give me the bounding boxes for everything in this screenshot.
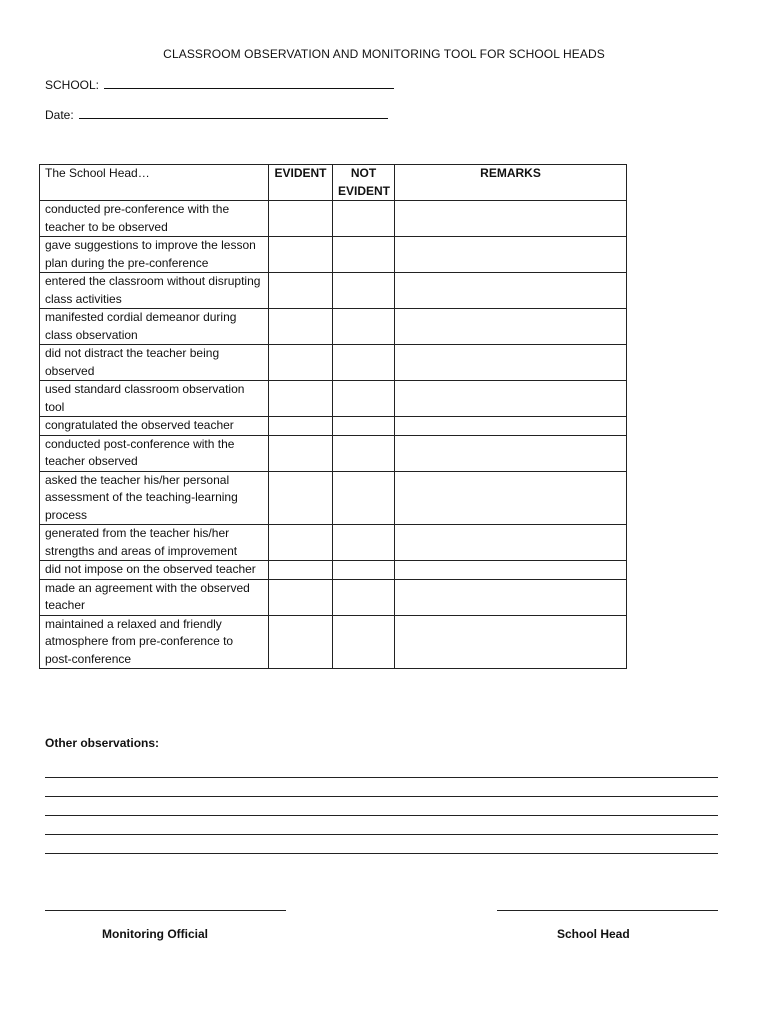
remarks-cell[interactable] bbox=[395, 309, 627, 345]
remarks-cell[interactable] bbox=[395, 615, 627, 669]
date-label: Date: bbox=[45, 108, 74, 122]
not-evident-cell[interactable] bbox=[333, 579, 395, 615]
school-head-label: School Head bbox=[557, 927, 630, 941]
remarks-cell[interactable] bbox=[395, 201, 627, 237]
observation-line bbox=[45, 815, 718, 816]
not-evident-cell[interactable] bbox=[333, 435, 395, 471]
not-evident-cell[interactable] bbox=[333, 381, 395, 417]
not-evident-cell[interactable] bbox=[333, 237, 395, 273]
table-row bbox=[40, 525, 627, 561]
indicator-cell: manifested cordial demeanor during class observation bbox=[40, 309, 269, 345]
table-row bbox=[40, 561, 627, 580]
indicator-cell: conducted post-conference with the teacher observed bbox=[40, 435, 269, 471]
table-row bbox=[40, 273, 627, 309]
table-row bbox=[40, 201, 627, 237]
indicator-cell: entered the classroom without disrupting class activities bbox=[40, 273, 269, 309]
observation-table bbox=[39, 164, 627, 669]
indicator-cell: made an agreement with the observed teacher bbox=[40, 579, 269, 615]
remarks-cell[interactable] bbox=[395, 579, 627, 615]
header-not-evident: NOT EVIDENT bbox=[333, 165, 395, 201]
indicator-cell: asked the teacher his/her personal assessment of the teaching-learning process bbox=[40, 471, 269, 525]
evident-cell[interactable] bbox=[269, 273, 333, 309]
evident-cell[interactable] bbox=[269, 201, 333, 237]
not-evident-cell[interactable] bbox=[333, 273, 395, 309]
evident-cell[interactable] bbox=[269, 525, 333, 561]
not-evident-cell[interactable] bbox=[333, 525, 395, 561]
indicator-cell: maintained a relaxed and friendly atmosphere from pre-conference to post-conference bbox=[40, 615, 269, 669]
table-row bbox=[40, 579, 627, 615]
not-evident-cell[interactable] bbox=[333, 471, 395, 525]
evident-cell[interactable] bbox=[269, 417, 333, 436]
table-row bbox=[40, 345, 627, 381]
indicator-cell: did not impose on the observed teacher bbox=[40, 561, 269, 580]
remarks-cell[interactable] bbox=[395, 381, 627, 417]
school-label: SCHOOL: bbox=[45, 78, 100, 92]
remarks-cell[interactable] bbox=[395, 525, 627, 561]
header-evident: EVIDENT bbox=[269, 165, 333, 201]
evident-cell[interactable] bbox=[269, 309, 333, 345]
not-evident-cell[interactable] bbox=[333, 345, 395, 381]
school-field bbox=[45, 77, 394, 92]
evident-cell[interactable] bbox=[269, 615, 333, 669]
indicator-cell: used standard classroom observation tool bbox=[40, 381, 269, 417]
date-blank-line bbox=[79, 107, 388, 119]
table-row bbox=[40, 381, 627, 417]
evident-cell[interactable] bbox=[269, 471, 333, 525]
remarks-cell[interactable] bbox=[395, 237, 627, 273]
monitoring-official-label: Monitoring Official bbox=[102, 927, 208, 941]
document-title: CLASSROOM OBSERVATION AND MONITORING TOOL FOR SCHOOL HEADS bbox=[163, 47, 605, 61]
table-row bbox=[40, 309, 627, 345]
indicator-cell: conducted pre-conference with the teacher to be observed bbox=[40, 201, 269, 237]
header-school-head: The School Head… bbox=[40, 165, 269, 201]
observation-line bbox=[45, 777, 718, 778]
date-field bbox=[45, 107, 388, 122]
evident-cell[interactable] bbox=[269, 579, 333, 615]
evident-cell[interactable] bbox=[269, 435, 333, 471]
table-header-row bbox=[40, 165, 627, 201]
evident-cell[interactable] bbox=[269, 345, 333, 381]
header-remarks: REMARKS bbox=[395, 165, 627, 201]
not-evident-cell[interactable] bbox=[333, 561, 395, 580]
indicator-cell: congratulated the observed teacher bbox=[40, 417, 269, 436]
remarks-cell[interactable] bbox=[395, 561, 627, 580]
remarks-cell[interactable] bbox=[395, 435, 627, 471]
evident-cell[interactable] bbox=[269, 561, 333, 580]
table-row bbox=[40, 237, 627, 273]
school-blank-line bbox=[104, 77, 394, 89]
table-row bbox=[40, 615, 627, 669]
other-observations-label: Other observations: bbox=[45, 736, 160, 750]
indicator-cell: gave suggestions to improve the lesson plan during the pre-conference bbox=[40, 237, 269, 273]
monitoring-official-signature-line bbox=[45, 910, 286, 911]
indicator-cell: generated from the teacher his/her strengths and areas of improvement bbox=[40, 525, 269, 561]
observation-line bbox=[45, 796, 718, 797]
remarks-cell[interactable] bbox=[395, 471, 627, 525]
observation-line bbox=[45, 853, 718, 854]
school-head-signature-line bbox=[497, 910, 718, 911]
evident-cell[interactable] bbox=[269, 237, 333, 273]
remarks-cell[interactable] bbox=[395, 417, 627, 436]
table-row bbox=[40, 435, 627, 471]
observation-line bbox=[45, 834, 718, 835]
indicator-cell: did not distract the teacher being observed bbox=[40, 345, 269, 381]
not-evident-cell[interactable] bbox=[333, 309, 395, 345]
remarks-cell[interactable] bbox=[395, 273, 627, 309]
table-row bbox=[40, 471, 627, 525]
not-evident-cell[interactable] bbox=[333, 201, 395, 237]
remarks-cell[interactable] bbox=[395, 345, 627, 381]
not-evident-cell[interactable] bbox=[333, 615, 395, 669]
evident-cell[interactable] bbox=[269, 381, 333, 417]
table-row bbox=[40, 417, 627, 436]
not-evident-cell[interactable] bbox=[333, 417, 395, 436]
